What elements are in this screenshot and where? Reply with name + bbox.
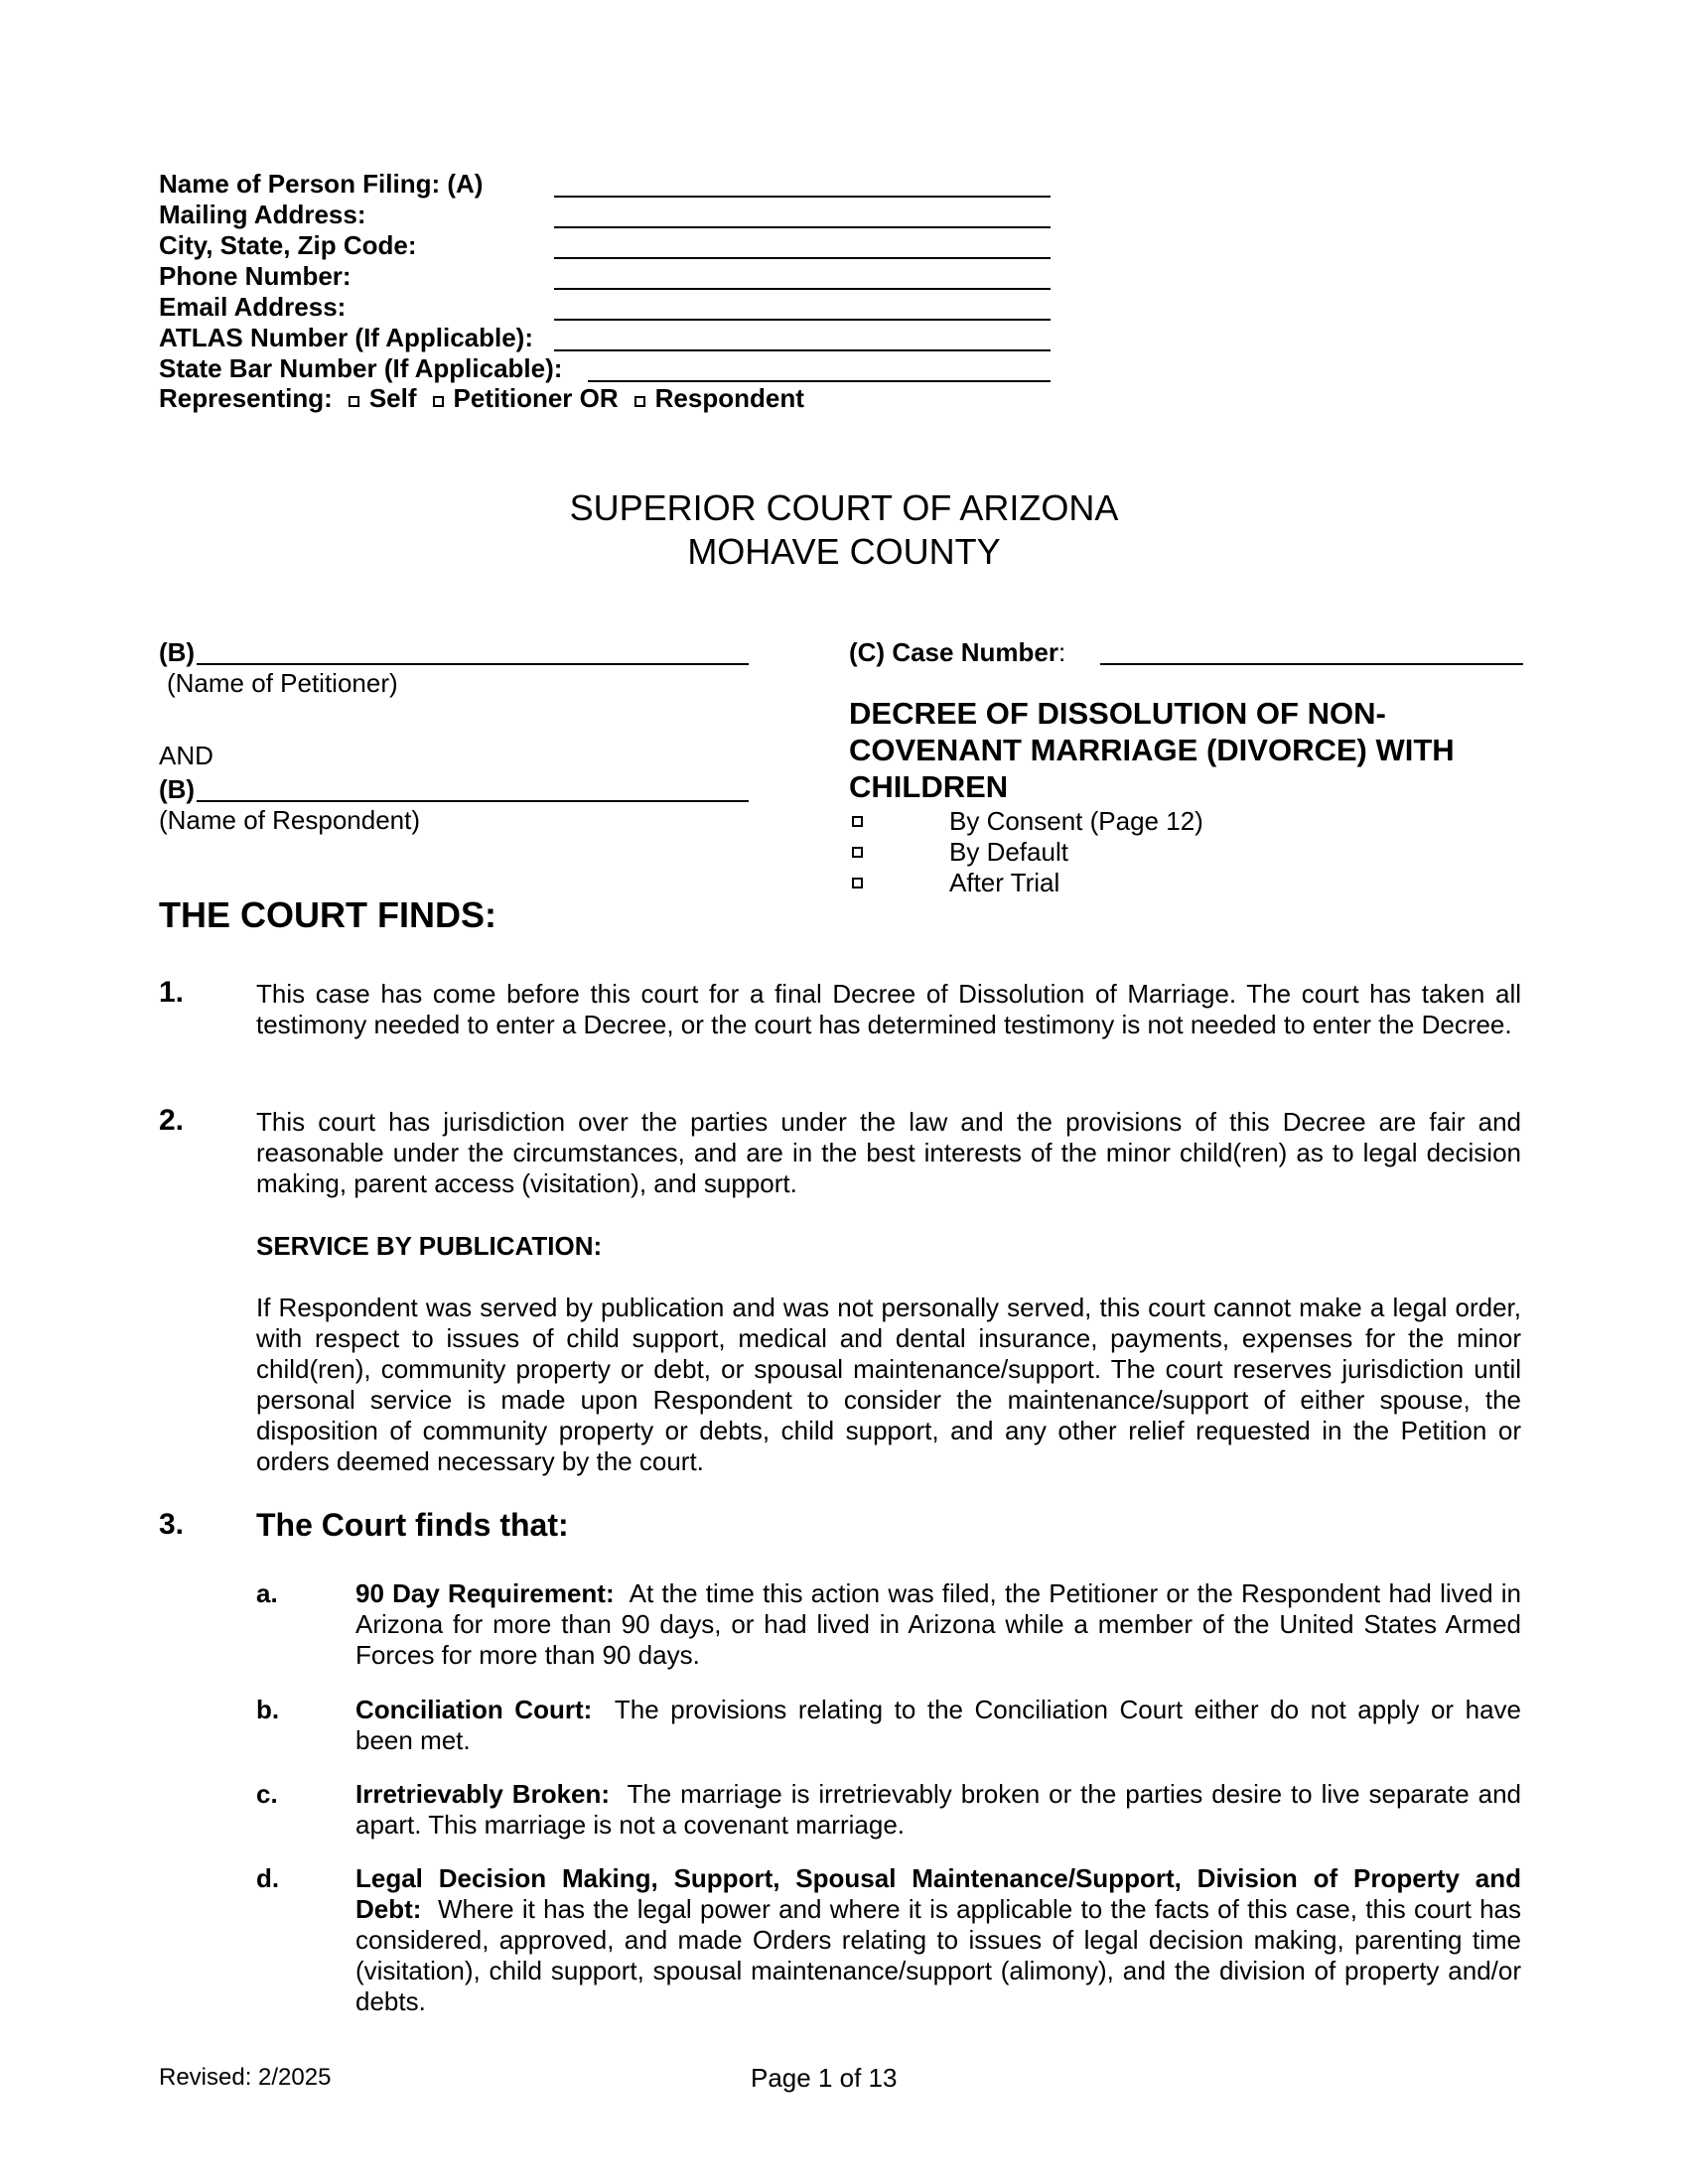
item-1-number: 1. (159, 976, 185, 1009)
item-3b-text (355, 1695, 1521, 1756)
consent-label: By Consent (Page 12) (949, 806, 1203, 836)
filer-name-label: Name of Person Filing: (A) (159, 169, 484, 199)
publication-heading: SERVICE BY PUBLICATION: (256, 1231, 603, 1261)
item-3d-text (355, 1863, 1521, 2017)
trial-label: After Trial (949, 868, 1060, 897)
petitioner-label: (Name of Petitioner) (167, 668, 398, 698)
item-3c-text (355, 1779, 1521, 1841)
representing-label: Representing: (159, 383, 333, 413)
petitioner-name-line[interactable] (197, 663, 749, 665)
atlas-number-label: ATLAS Number (If Applicable): (159, 323, 533, 352)
email-address-line[interactable] (554, 319, 1051, 321)
respondent-marker: (B) (159, 774, 196, 804)
case-number-colon: : (1057, 637, 1066, 667)
self-checkbox[interactable] (349, 396, 359, 407)
filer-name-line[interactable] (554, 196, 1051, 198)
item-2-text: This court has jurisdiction over the parties under the law and the provisions of this Decree are fair and reasonable under the circumstances, and are in the best interests of the minor child(ren) as to legal decision making, parent access (visitation), and support. (256, 1107, 1521, 1198)
item-1-text: This case has come before this court for a final Decree of Dissolution of Marriage. The court has taken all testimony needed to enter a Decree, or the court has determined testimony is not needed to enter the Decree. (256, 979, 1521, 1039)
state-bar-number-row[interactable] (159, 353, 1152, 384)
petitioner-marker: (B) (159, 637, 196, 667)
county-name: MOHAVE COUNTY (687, 531, 1001, 572)
item-3-heading: The Court finds that: (256, 1507, 569, 1543)
email-address-row[interactable] (159, 292, 1152, 323)
consent-checkbox[interactable] (852, 816, 863, 827)
item-3-number: 3. (159, 1508, 185, 1541)
default-label: By Default (949, 837, 1068, 867)
item-3c-letter: c. (256, 1779, 278, 1809)
item-3a-letter: a. (256, 1578, 278, 1608)
city-state-zip-line[interactable] (554, 257, 1051, 259)
item-3d-body: Where it has the legal power and where it is applicable to the facts of this case, this court has considered, approved, and made Orders relating to issues of legal decision making, parenting time (visitation), child support, spousal maintenance/support (alimony), and the division of property and/or debts. (355, 1894, 1521, 2016)
atlas-number-line[interactable] (554, 349, 1051, 351)
court-finds-heading: THE COURT FINDS: (159, 894, 496, 935)
self-option-label: Self (368, 383, 417, 413)
item-3b-body: The provisions relating to the Conciliation Court either do not apply or have been met. (355, 1695, 1521, 1755)
state-bar-number-line[interactable] (588, 380, 1051, 382)
trial-checkbox[interactable] (852, 878, 863, 888)
item-3a-text (355, 1578, 1521, 1671)
decree-title: DECREE OF DISSOLUTION OF NON-COVENANT MARRIAGE (DIVORCE) WITH CHILDREN (849, 696, 1455, 804)
item-3a-body: At the time this action was filed, the Petitioner or the Respondent had lived in Arizona for more than 90 days, or had lived in Arizona while a member of the United States Armed Forces for more than 90 days. (355, 1578, 1521, 1670)
item-3b-letter: b. (256, 1695, 280, 1724)
phone-number-row[interactable] (159, 261, 1152, 292)
state-bar-number-label: State Bar Number (If Applicable): (159, 353, 563, 383)
representing-row (159, 383, 804, 414)
item-3a-title: 90 Day Requirement: (355, 1578, 615, 1608)
phone-number-line[interactable] (554, 288, 1051, 290)
item-3d-title: Legal Decision Making, Support, Spousal Maintenance/Support, Division of Property and Debt: (355, 1863, 1521, 1924)
court-name: SUPERIOR COURT OF ARIZONA (569, 487, 1119, 528)
respondent-label: (Name of Respondent) (159, 805, 421, 835)
petitioner-option-label: Petitioner OR (453, 383, 619, 413)
case-number-label: (C) Case Number (849, 637, 1058, 667)
mailing-address-line[interactable] (554, 226, 1051, 228)
default-checkbox[interactable] (852, 847, 863, 858)
item-2-number: 2. (159, 1104, 185, 1137)
city-state-zip-label: City, State, Zip Code: (159, 230, 417, 260)
mailing-address-row[interactable] (159, 200, 1152, 230)
mailing-address-label: Mailing Address: (159, 200, 366, 229)
email-address-label: Email Address: (159, 292, 347, 322)
item-3b-title: Conciliation Court: (355, 1695, 593, 1724)
item-3d-letter: d. (256, 1863, 280, 1893)
and-text: AND (159, 741, 213, 770)
respondent-name-line[interactable] (197, 800, 749, 802)
item-3c-title: Irretrievably Broken: (355, 1779, 611, 1809)
page-number: Page 1 of 13 (751, 2063, 898, 2093)
city-state-zip-row[interactable] (159, 230, 1152, 261)
case-number-row (849, 637, 1065, 668)
filer-name-row[interactable] (159, 169, 1152, 200)
petitioner-checkbox[interactable] (433, 396, 444, 407)
item-3c-body: The marriage is irretrievably broken or the parties desire to live separate and apart. This marriage is not a covenant marriage. (355, 1779, 1522, 1840)
phone-number-label: Phone Number: (159, 261, 352, 291)
case-number-line[interactable] (1100, 663, 1523, 665)
respondent-checkbox[interactable] (634, 396, 645, 407)
respondent-option-label: Respondent (654, 383, 804, 413)
atlas-number-row[interactable] (159, 323, 1152, 353)
revised-date: Revised: 2/2025 (159, 2064, 332, 2091)
publication-text: If Respondent was served by publication and was not personally served, this court cannot make a legal order, with respect to issues of child support, medical and dental insurance, payments, expenses for the minor child(ren), community property or debt, or spousal maintenance/support. The court reserves jurisdiction until personal service is made upon Respondent to consider the maintenance/support of either spouse, the disposition of community property or debts, child support, and any other relief requested in the Petition or orders deemed necessary by the court. (256, 1293, 1521, 1476)
